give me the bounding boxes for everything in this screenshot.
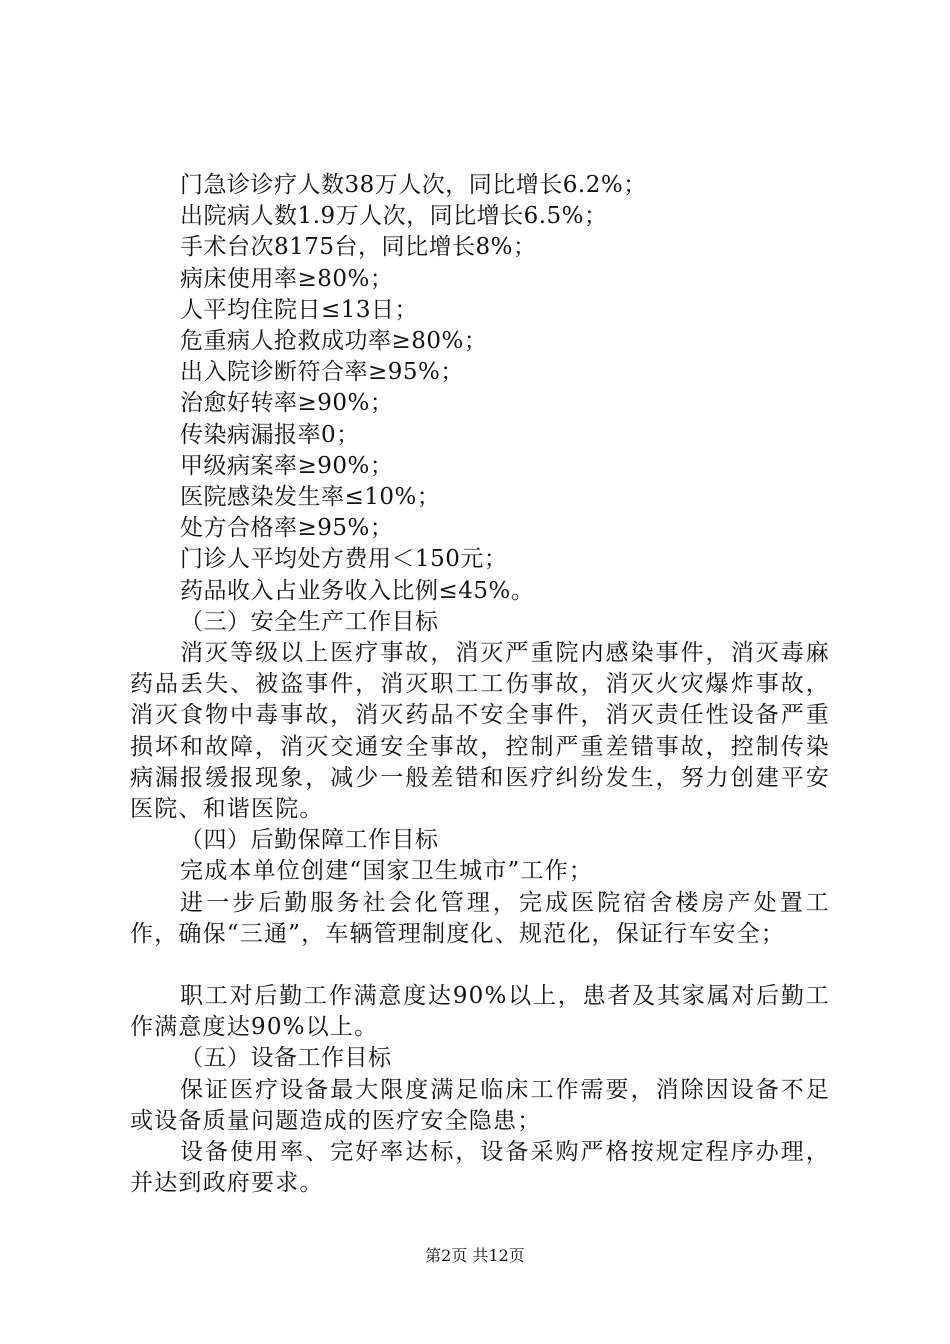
- list-item: 传染病漏报率0；: [180, 421, 360, 448]
- list-item: 甲级病案率≥90%；: [180, 452, 394, 479]
- blank-line: [130, 950, 830, 981]
- section-heading-safety: （三）安全生产工作目标: [180, 608, 439, 635]
- section-heading-equipment: （五）设备工作目标: [180, 1045, 392, 1072]
- equipment-paragraph: 保证医疗设备最大限度满足临床工作需要，消除因设备不足或设备质量问题造成的医疗安全隐患；: [130, 1076, 830, 1134]
- logistics-paragraph: 完成本单位创建“国家卫生城市”工作；: [180, 858, 594, 885]
- list-item: 病床使用率≥80%；: [180, 265, 394, 292]
- page-number: 第2页 共12页: [425, 1246, 525, 1265]
- equipment-paragraph: 设备使用率、完好率达标，设备采购严格按规定程序办理，并达到政府要求。: [130, 1139, 830, 1197]
- list-item: 出入院诊断符合率≥95%；: [180, 359, 464, 386]
- list-item: 人平均住院日≤13日；: [180, 296, 419, 323]
- logistics-paragraph: 进一步后勤服务社会化管理，完成医院宿舍楼房产处置工作，确保“三通”，车辆管理制度化、规范化，保证行车安全；: [130, 889, 830, 947]
- list-item: 危重病人抢救成功率≥80%；: [180, 328, 488, 355]
- list-item: 门诊人平均处方费用＜150元；: [180, 546, 508, 573]
- logistics-paragraph: 职工对后勤工作满意度达90%以上，患者及其家属对后勤工作满意度达90%以上。: [130, 983, 830, 1041]
- list-item: 医院感染发生率≤10%；: [180, 484, 441, 511]
- list-item: 治愈好转率≥90%；: [180, 390, 394, 417]
- indicator-list: [130, 170, 830, 607]
- list-item: 处方合格率≥95%；: [180, 515, 394, 542]
- list-item: 门急诊诊疗人数38万人次，同比增长6.2%；: [180, 172, 647, 198]
- list-item: 出院病人数1.9万人次，同比增长6.5%；: [180, 203, 608, 230]
- list-item: 手术台次8175台，同比增长8%；: [180, 234, 537, 261]
- safety-paragraph: 消灭等级以上医疗事故，消灭严重院内感染事件，消灭毒麻药品丢失、被盗事件，消灭职工工伤事故，消灭火灾爆炸事故，消灭食物中毒事故，消灭药品不安全事件，消灭责任性设备严重损坏和故障，消灭交通安全事故，控制严重差错事故，控制传染病漏报缓报现象，减少一般差错和医疗纠纷发生，努力创建平安医院、和谐医院。: [130, 640, 830, 823]
- list-item: 药品收入占业务收入比例≤45%。: [180, 577, 535, 604]
- document-body: [130, 170, 830, 1200]
- section-heading-logistics: （四）后勤保障工作目标: [180, 827, 439, 854]
